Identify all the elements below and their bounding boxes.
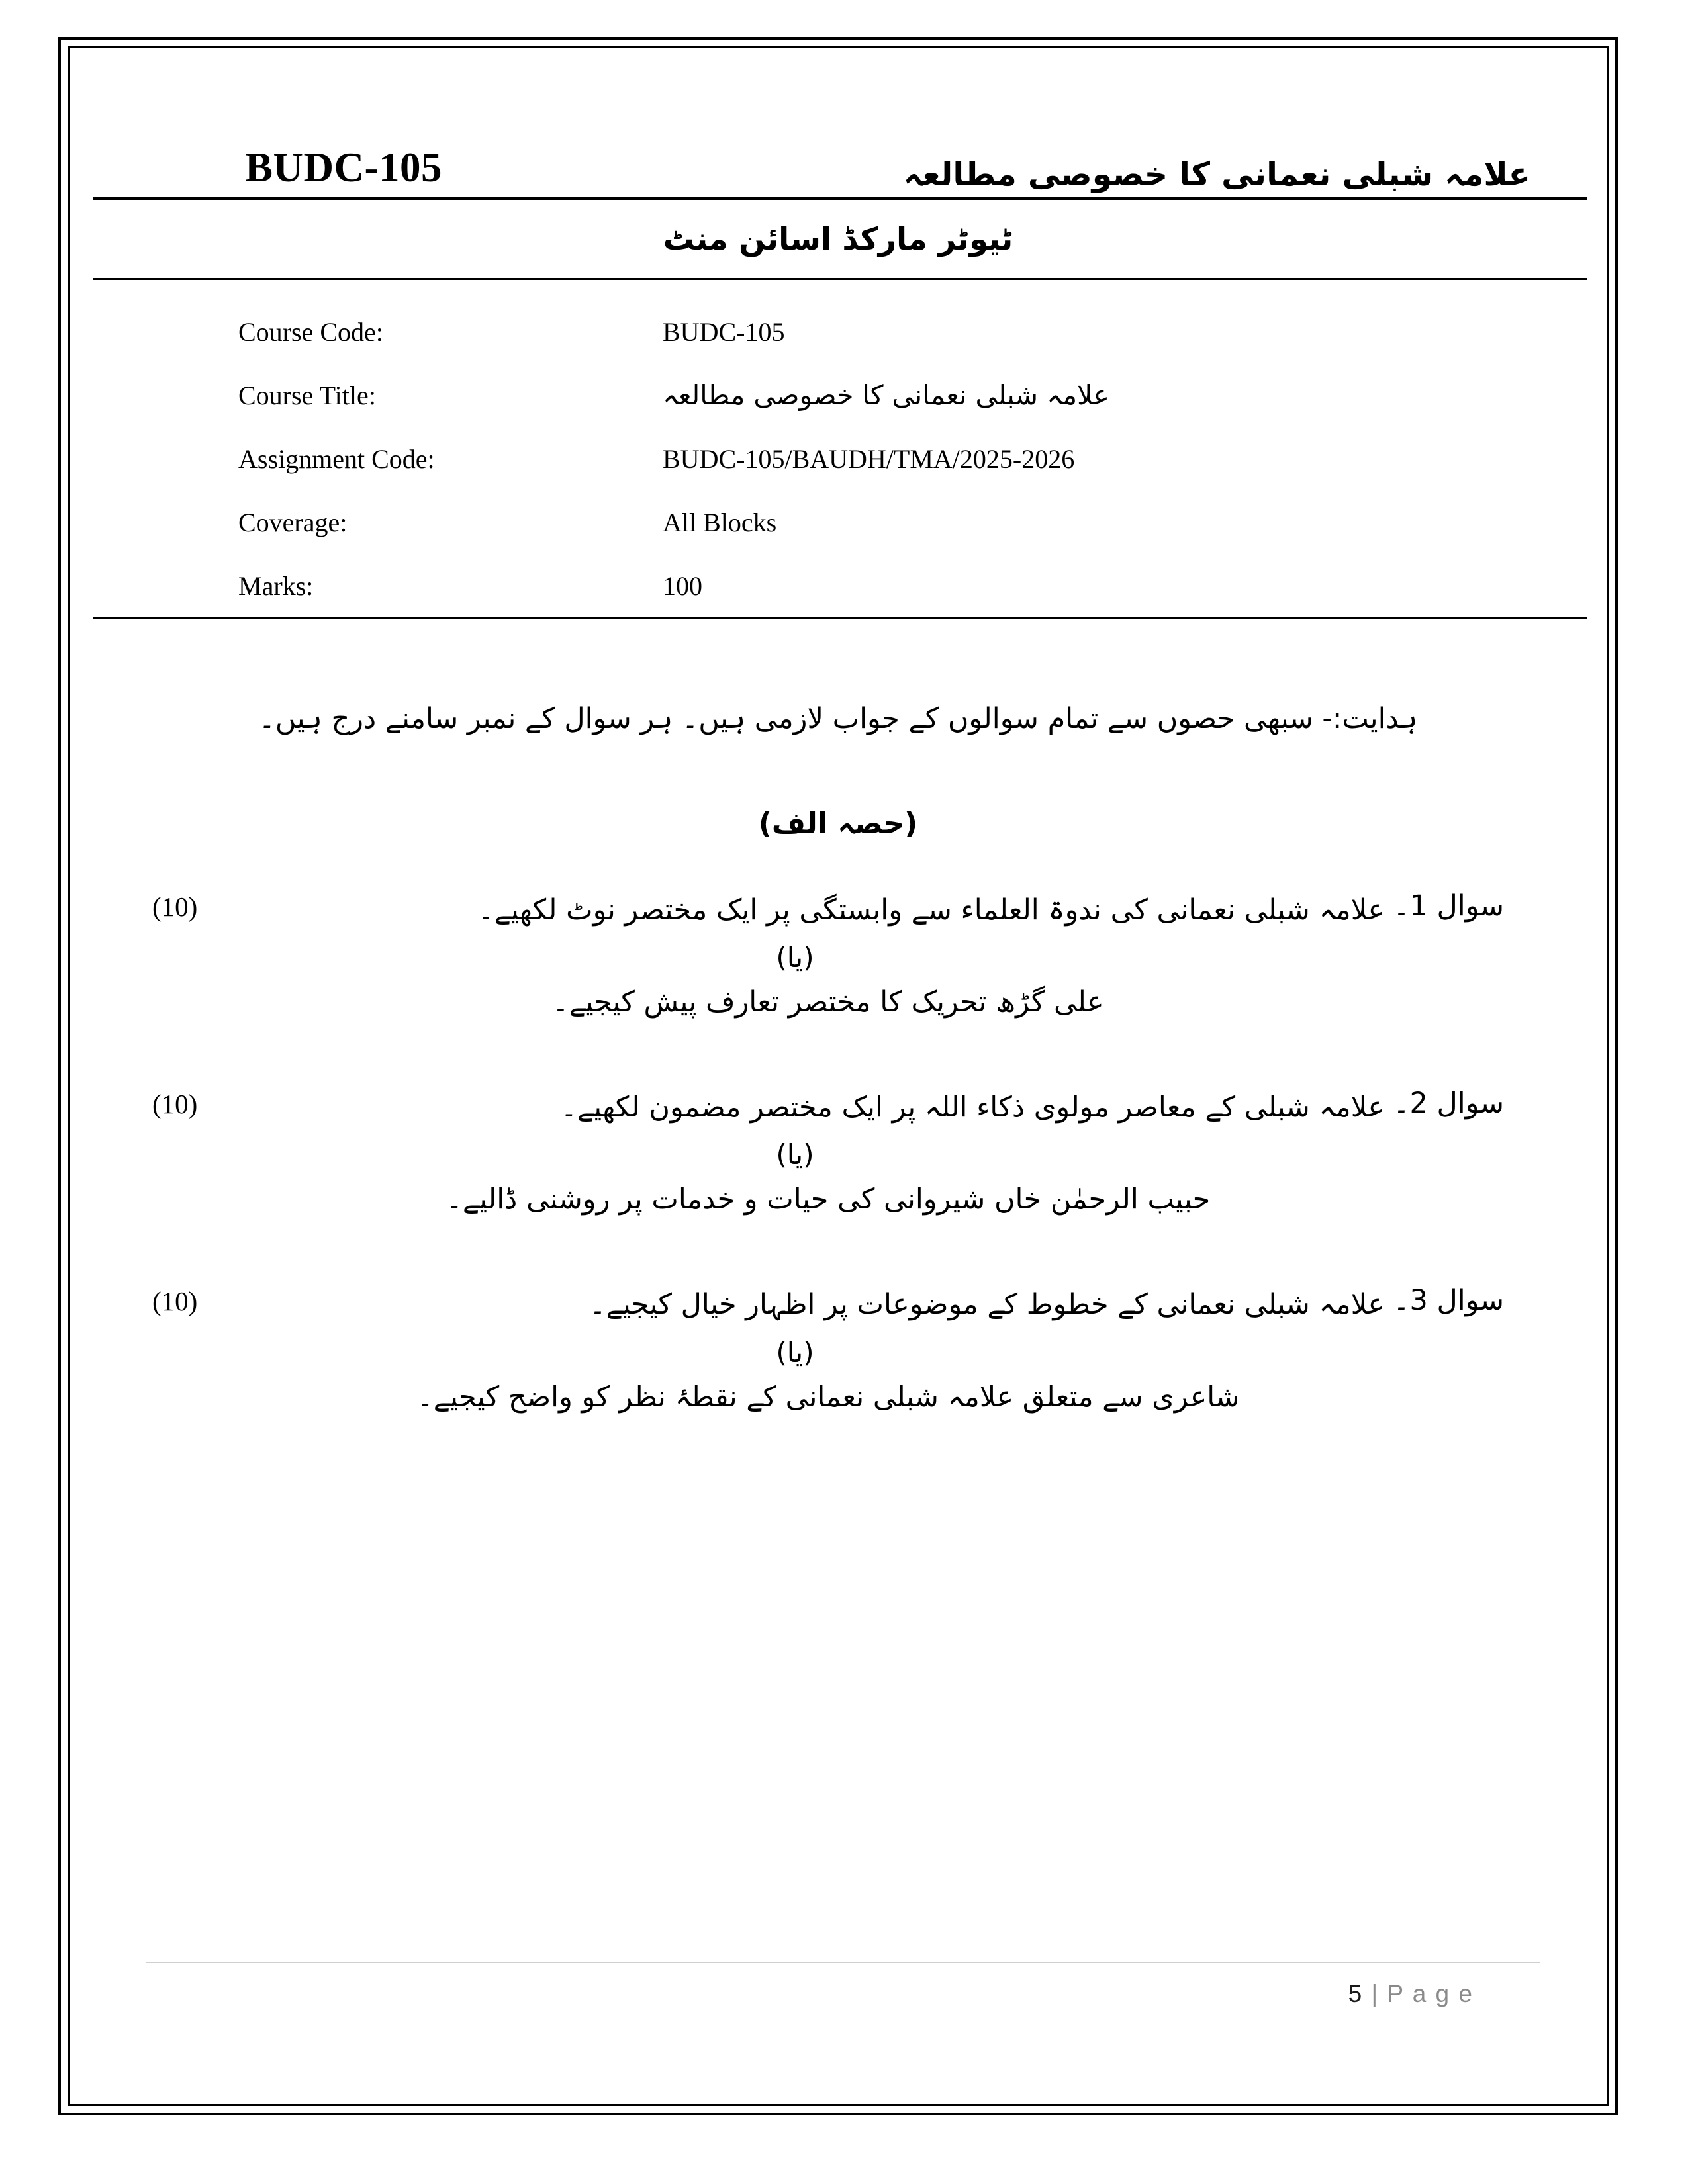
table-row [73,300,1603,363]
question-3-text: علامہ شبلی نعمانی کے خطوط کے موضوعات پر اظہار خیال کیجیے۔ [589,1288,1385,1322]
meta-label-coverage: Coverage: [238,507,348,537]
meta-value-assignment-code: BUDC-105/BAUDH/TMA/2025-2026 [663,443,1075,474]
question-3-number: سوال 3۔ [1393,1284,1504,1318]
question-2-main-row [73,1085,1603,1130]
assignment-heading-divider-rule [93,278,1587,280]
question-2-alternative: حبیب الرحمٰن خاں شیروانی کی حیات و خدمات پر روشنی ڈالیے۔ [445,1183,1211,1216]
question-3-marks: (10) [152,1286,198,1317]
assignment-meta-table [73,300,1603,617]
question-3-main-row [73,1283,1603,1327]
meta-value-marks: 100 [663,570,702,601]
assignment-heading-band [73,200,1603,278]
page-content [73,46,1603,2106]
question-2-or-label: (یا) [776,1138,814,1171]
question-3-or-label: (یا) [776,1336,814,1369]
question-2-number: سوال 2۔ [1393,1086,1504,1120]
document-header [73,98,1603,197]
table-row [73,554,1603,617]
question-1-number: سوال 1۔ [1393,889,1504,923]
question-block-1 [73,888,1603,1024]
footer-divider-rule [146,1962,1540,1963]
header-course-code: BUDC-105 [245,144,442,191]
meta-value-coverage: All Blocks [663,507,777,537]
question-block-3 [73,1283,1603,1419]
page-footer [146,1962,1540,2008]
question-block-2 [73,1085,1603,1222]
question-3-alternative: شاعری سے متعلق علامہ شبلی نعمانی کے نقطۂ نظر کو واضح کیجیے۔ [416,1380,1240,1414]
footer-separator: | [1371,1980,1380,2007]
question-2-text: علامہ شبلی کے معاصر مولوی ذکاء اللہ پر ایک مختصر مضمون لکھیے۔ [560,1090,1385,1124]
instructions-text: ہدایت:- سبھی حصوں سے تمام سوالوں کے جواب لازمی ہیں۔ ہر سوال کے نمبر سامنے درج ہیں۔ [258,702,1418,735]
question-2-marks: (10) [152,1088,198,1119]
meta-label-marks: Marks: [238,570,314,601]
meta-label-course-title: Course Title: [238,380,376,410]
assignment-heading-urdu: ٹیوٹر مارکڈ اسائن منٹ [663,220,1013,257]
meta-value-course-title: علامہ شبلی نعمانی کا خصوصی مطالعہ [663,379,1109,411]
question-1-marks: (10) [152,891,198,922]
section-heading-part-a: (حصہ الف) [758,806,918,841]
question-1-or-label: (یا) [776,941,814,974]
table-row [73,427,1603,490]
footer-page-indicator [146,1980,1540,2008]
meta-label-assignment-code: Assignment Code: [238,443,435,474]
question-1-text: علامہ شبلی نعمانی کی ندوۃ العلماء سے وابستگی پر ایک مختصر نوٹ لکھیے۔ [477,893,1385,927]
question-1-alternative: علی گڑھ تحریک کا مختصر تعارف پیش کیجیے۔ [552,985,1104,1019]
footer-page-number: 5 [1348,1980,1364,2007]
header-course-title-urdu: علامہ شبلی نعمانی کا خصوصی مطالعہ [903,156,1530,193]
meta-value-course-code: BUDC-105 [663,316,785,347]
meta-table-divider-rule [93,617,1587,619]
footer-page-label: P a g e [1387,1980,1474,2007]
table-row [73,490,1603,554]
questions-list [73,888,1603,1420]
assignment-meta-body [73,300,1603,617]
meta-label-course-code: Course Code: [238,316,383,347]
table-row [73,363,1603,427]
question-1-main-row [73,888,1603,933]
